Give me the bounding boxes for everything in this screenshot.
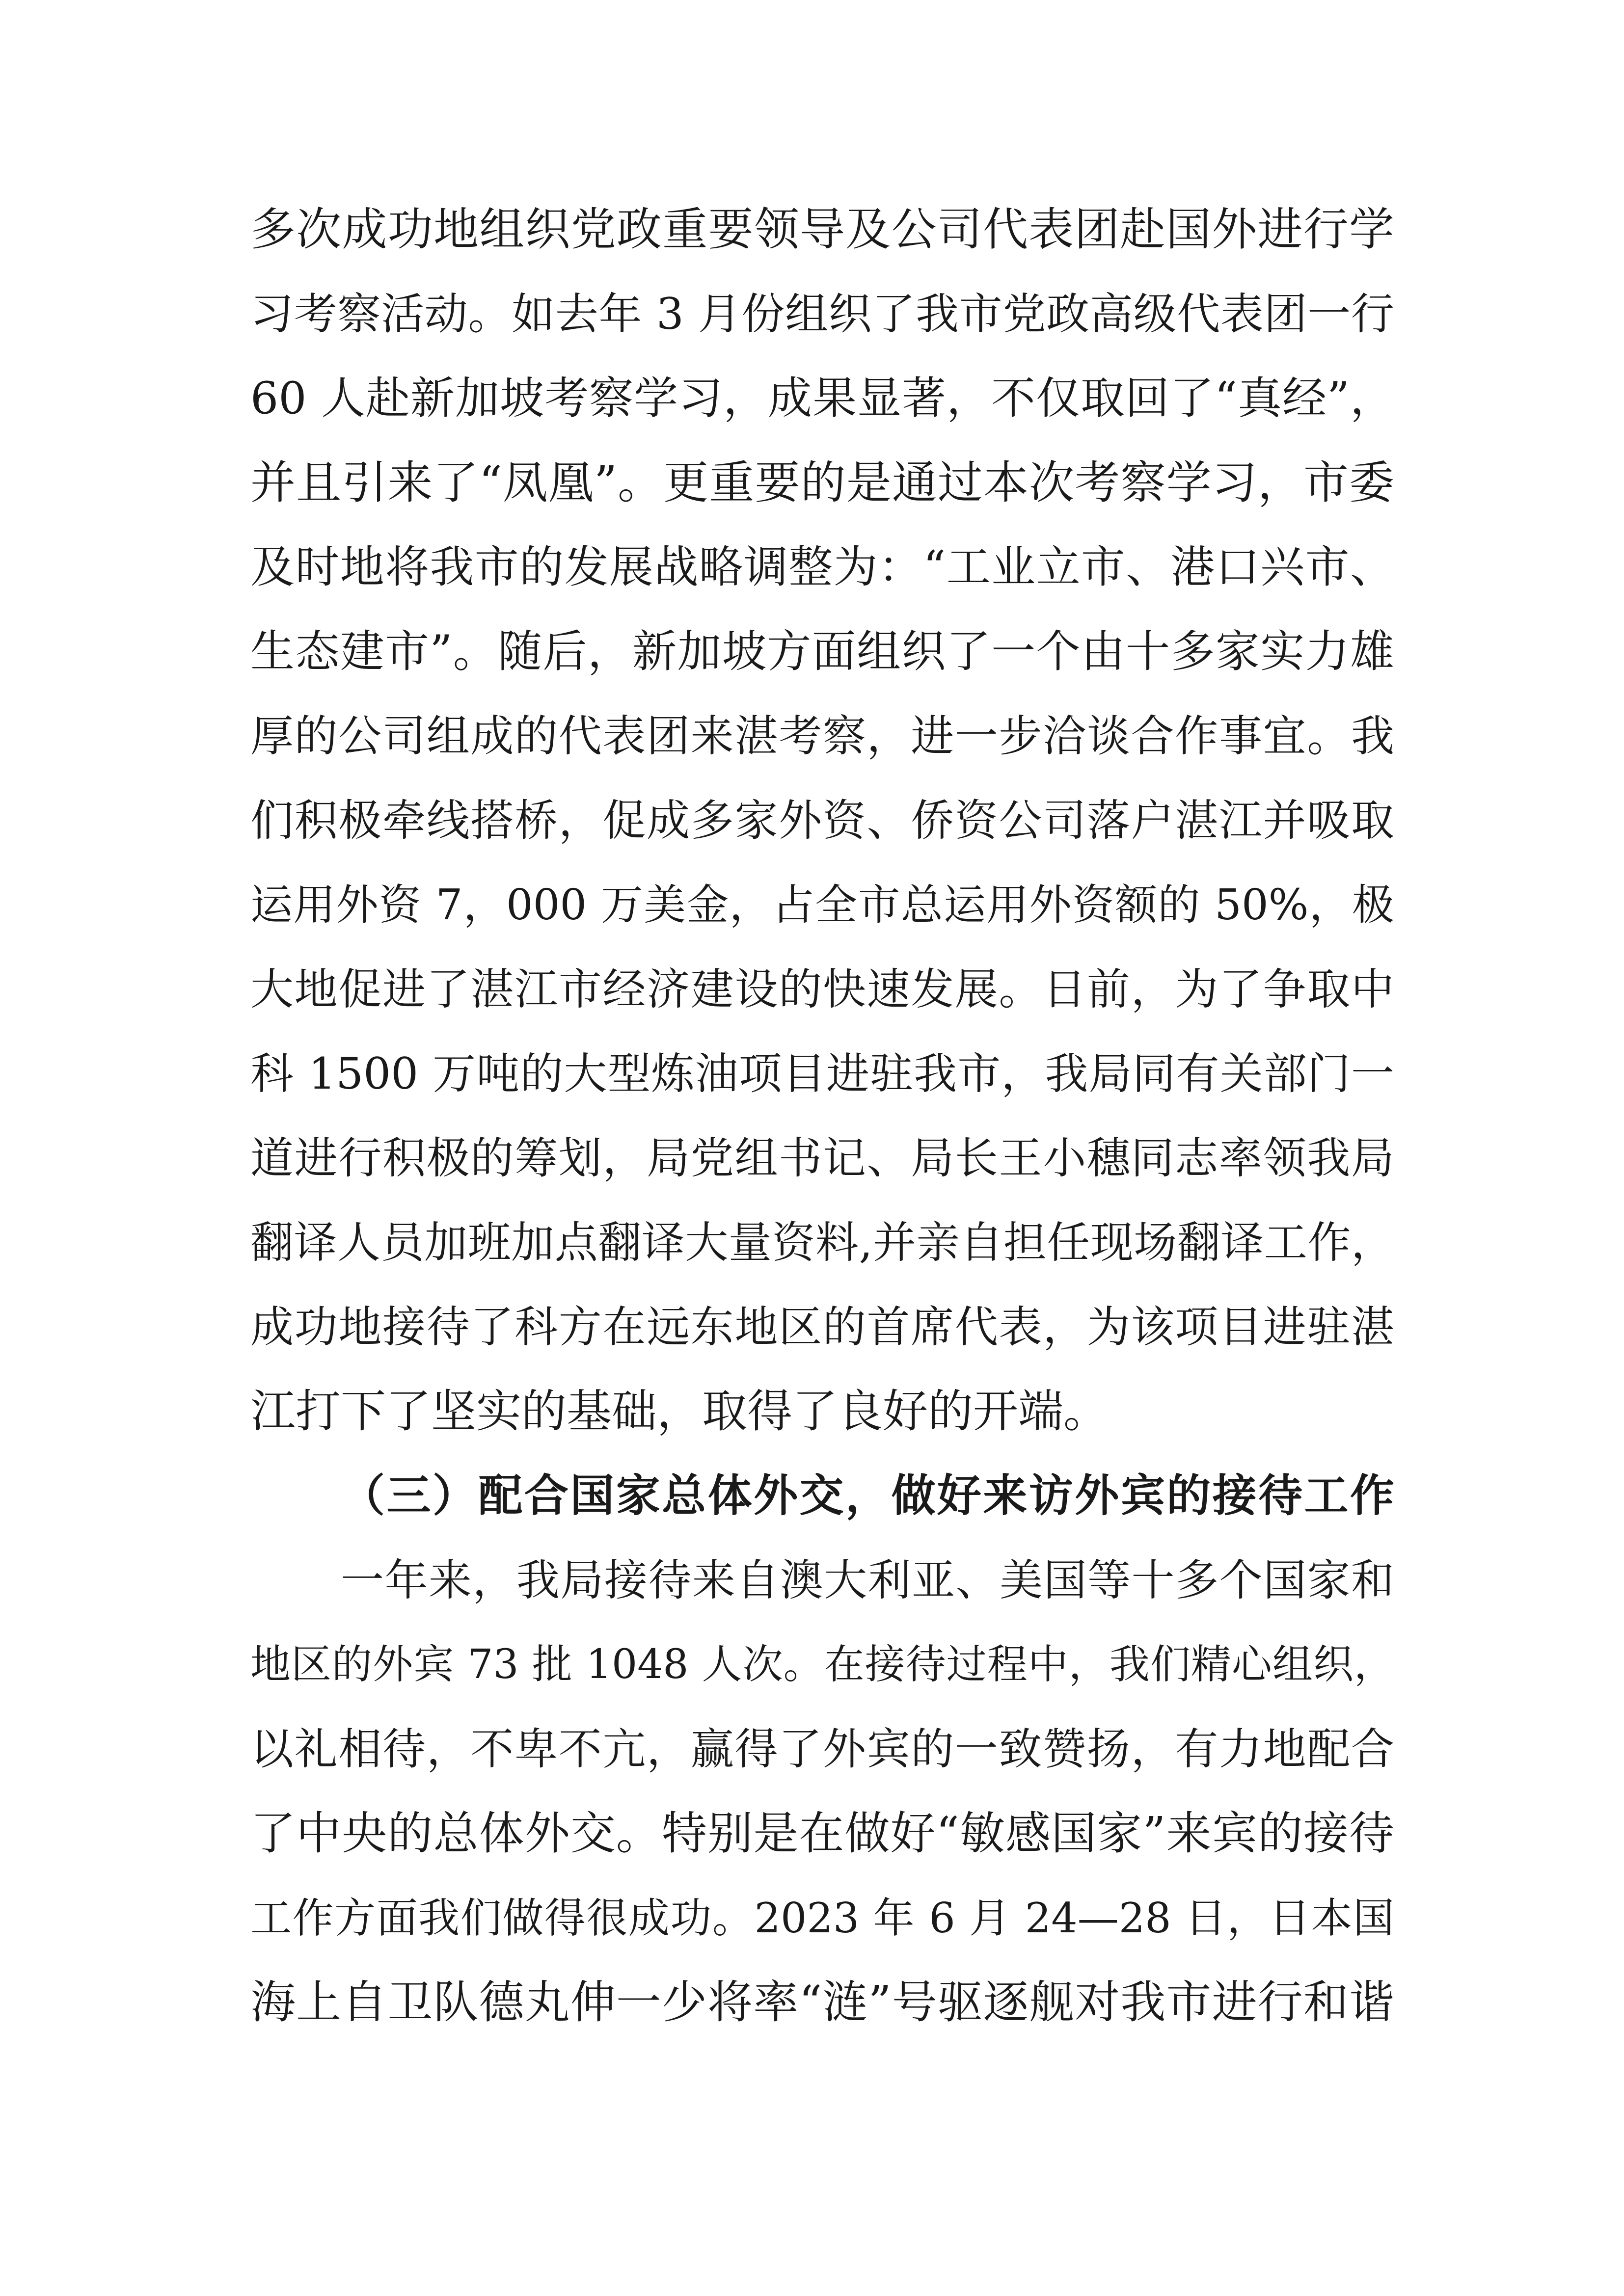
text-line: 翻译人员加班加点翻译大量资料,并亲自担任现场翻译工作， xyxy=(250,1217,1394,1268)
text-line: 运用外资 7，000 万美金，占全市总运用外资额的 50%，极 xyxy=(250,881,1394,930)
text-line: 厚的公司组成的代表团来湛考察，进一步洽谈合作事宜。我 xyxy=(250,711,1394,761)
text-line: 地区的外宾 73 批 1048 人次。在接待过程中，我们精心组织， xyxy=(250,1641,1394,1688)
text-line: 成功地接待了科方在远东地区的首席代表，为该项目进驻湛 xyxy=(250,1302,1394,1352)
text-line: 科 1500 万吨的大型炼油项目进驻我市，我局同有关部门一 xyxy=(250,1048,1394,1099)
text-line: 工作方面我们做得很成功。2023 年 6 月 24—28 日，日本国 xyxy=(250,1894,1394,1942)
text-line: 海上自卫队德丸伸一少将率“涟”号驱逐舰对我市进行和谐 xyxy=(250,1976,1394,2029)
text-line: 了中央的总体外交。特别是在做好“敏感国家”来宾的接待 xyxy=(250,1807,1394,1860)
text-line: 道进行积极的筹划，局党组书记、局长王小穗同志率领我局 xyxy=(250,1133,1394,1183)
text-line: 以礼相待，不卑不亢，赢得了外宾的一致赞扬，有力地配合 xyxy=(250,1724,1394,1774)
text-line: 生态建市”。随后，新加坡方面组织了一个由十多家实力雄 xyxy=(250,626,1394,677)
text-line: 60 人赴新加坡考察学习，成果显著，不仅取回了“真经”， xyxy=(250,373,1394,424)
text-line: 江打下了坚实的基础，取得了良好的开端。 xyxy=(250,1385,1109,1438)
text-line: 一年来，我局接待来自澳大利亚、美国等十多个国家和 xyxy=(341,1555,1394,1605)
text-line: 并且引来了“凤凰”。更重要的是通过本次考察学习，市委 xyxy=(250,456,1394,509)
text-line: 大地促进了湛江市经济建设的快速发展。日前，为了争取中 xyxy=(250,964,1394,1015)
text-line: 习考察活动。如去年 3 月份组织了我市党政高级代表团一行 xyxy=(250,289,1394,339)
text-line: 及时地将我市的发展战略调整为：“工业立市、港口兴市、 xyxy=(250,541,1394,593)
text-line: 多次成功地组织党政重要领导及公司代表团赴国外进行学 xyxy=(250,203,1394,256)
text-line: 们积极牵线搭桥，促成多家外资、侨资公司落户湛江并吸取 xyxy=(250,795,1394,846)
section-heading: （三）配合国家总体外交，做好来访外宾的接待工作 xyxy=(341,1470,1394,1522)
